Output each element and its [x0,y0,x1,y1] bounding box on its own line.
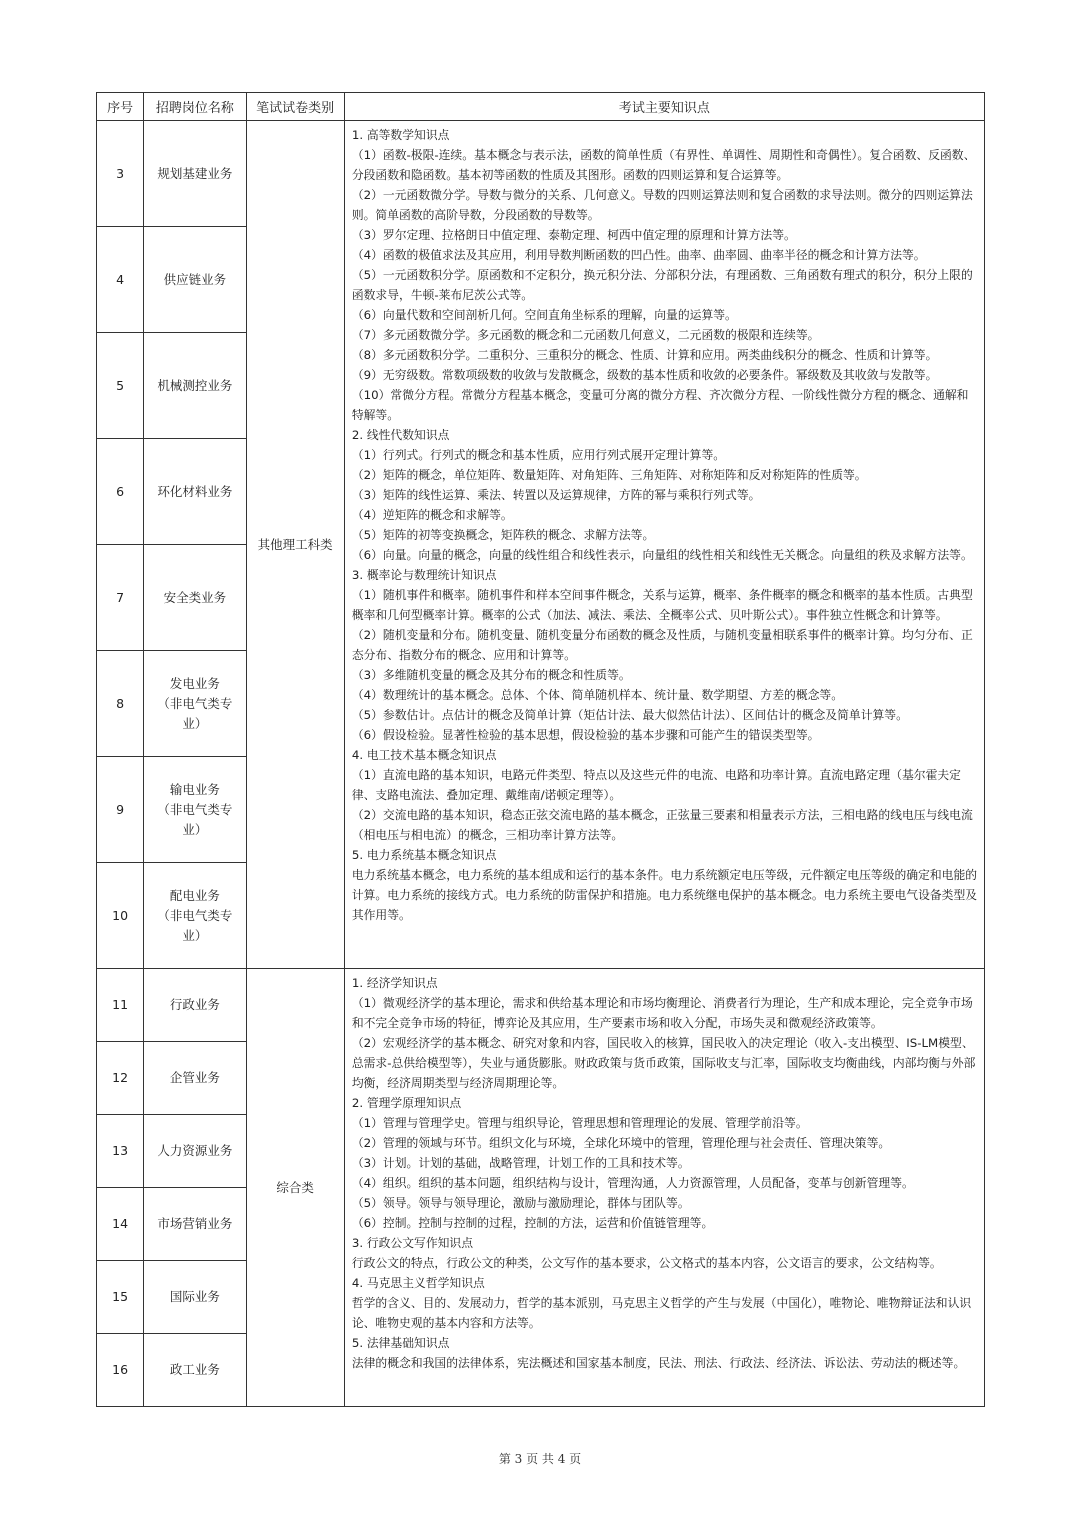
knowledge-line: （5）矩阵的初等变换概念，矩阵秩的概念、求解方法等。 [351,528,655,542]
seq-cell: 10 [97,863,144,969]
knowledge-line: （8）多元函数积分学。二重积分、三重积分的概念、性质、计算和应用。两类曲线积分的概念、性质和计算等。 [351,348,938,362]
position-cell: 规划基建业务 [144,121,246,227]
position-cell: 输电业务 （非电气类专 业） [144,757,246,863]
table-header-row [97,93,985,121]
position-cell: 国际业务 [144,1261,246,1334]
knowledge-line: 电力系统基本概念，电力系统的基本组成和运行的基本条件。电力系统额定电压等级，元件额定电压等级的确定和电能的计算。电力系统的接线方式。电力系统的防雷保护和措施。电力系统继电保护的基本概念。电力系统主要电气设备类型及其作用等。 [351,868,978,922]
position-cell: 安全类业务 [144,545,246,651]
knowledge-line: （2）宏观经济学的基本概念、研究对象和内容，国民收入的核算，国民收入的决定理论（收入-支出模型、IS-LM模型、总需求-总供给模型等），失业与通货膨胀。财政政策与货币政策，国际收支与汇率，国际收支均衡曲线，内部均衡与外部均衡，经济周期类型与经济周期理论等。 [351,1036,976,1090]
knowledge-cell [344,121,984,969]
header-exam-type: 笔试试卷类别 [246,93,344,121]
knowledge-line: （1）管理与管理学史。管理与组织导论，管理思想和管理理论的发展、管理学前沿等。 [351,1116,808,1130]
knowledge-table [96,92,985,1407]
knowledge-line: （1）行列式。行列式的概念和基本性质，应用行列式展开定理计算等。 [351,448,726,462]
knowledge-line: （2）随机变量和分布。随机变量、随机变量分布函数的概念及性质，与随机变量相联系事件的概率计算。均匀分布、正态分布、指数分布的概念、应用和计算等。 [351,628,973,662]
knowledge-line: （1）直流电路的基本知识，电路元件类型、特点以及这些元件的电流、电路和功率计算。直流电路定理（基尔霍夫定律、支路电流法、叠加定理、戴维南/诺顿定理等）。 [351,768,961,802]
seq-cell: 4 [97,227,144,333]
knowledge-line: （5）领导。领导与领导理论，激励与激励理论，群体与团队等。 [351,1196,690,1210]
knowledge-line: 5. 法律基础知识点 [351,1336,450,1350]
table-row [97,969,985,1042]
knowledge-line: 4. 马克思主义哲学知识点 [351,1276,485,1290]
knowledge-line: （9）无穷级数。常数项级数的收敛与发散概念，级数的基本性质和收敛的必要条件。幂级数及其收敛与发散等。 [351,368,938,382]
knowledge-line: （4）逆矩阵的概念和求解等。 [351,508,513,522]
position-cell: 环化材料业务 [144,439,246,545]
seq-cell: 14 [97,1188,144,1261]
knowledge-cell [344,969,984,1407]
knowledge-line: （5）参数估计。点估计的概念及简单计算（矩估计法、最大似然估计法）、区间估计的概念及简单计算等。 [351,708,908,722]
knowledge-line: （2）交流电路的基本知识，稳态正弦交流电路的基本概念，正弦量三要素和相量表示方法，三相电路的线电压与线电流（相电压与相电流）的概念，三相功率计算方法等。 [351,808,973,842]
knowledge-line: （6）控制。控制与控制的过程，控制的方法，运营和价值链管理等。 [351,1216,714,1230]
position-cell: 政工业务 [144,1334,246,1407]
header-seq: 序号 [97,93,144,121]
seq-cell: 5 [97,333,144,439]
knowledge-line: 3. 行政公文写作知识点 [351,1236,474,1250]
knowledge-line: （1）函数-极限-连续。基本概念与表示法，函数的简单性质（有界性、单调性、周期性和奇偶性）。复合函数、反函数、分段函数和隐函数。基本初等函数的性质及其图形。函数的四则运算和复合运算等。 [351,148,976,182]
position-cell: 供应链业务 [144,227,246,333]
header-knowledge: 考试主要知识点 [344,93,984,121]
position-cell: 人力资源业务 [144,1115,246,1188]
knowledge-line: 3. 概率论与数理统计知识点 [351,568,497,582]
knowledge-line: （2）管理的领域与环节。组织文化与环境，全球化环境中的管理，管理伦理与社会责任、管理决策等。 [351,1136,891,1150]
seq-cell: 7 [97,545,144,651]
knowledge-line: 行政公文的特点，行政公文的种类，公文写作的基本要求，公文格式的基本内容，公文语言的要求，公文结构等。 [351,1256,942,1270]
knowledge-line: 1. 经济学知识点 [351,976,438,990]
exam-type-cell: 其他理工科类 [246,121,344,969]
knowledge-line: （5）一元函数积分学。原函数和不定积分，换元积分法、分部积分法，有理函数、三角函数有理式的积分，积分上限的函数求导，牛顿-莱布尼茨公式等。 [351,268,973,302]
knowledge-line: （3）多维随机变量的概念及其分布的概念和性质等。 [351,668,631,682]
knowledge-line: （3）罗尔定理、拉格朗日中值定理、泰勒定理、柯西中值定理的原理和计算方法等。 [351,228,796,242]
knowledge-line: 2. 管理学原理知识点 [351,1096,462,1110]
seq-cell: 12 [97,1042,144,1115]
seq-cell: 8 [97,651,144,757]
knowledge-line: （1）随机事件和概率。随机事件和样本空间事件概念，关系与运算，概率、条件概率的概念和概率的基本性质。古典型概率和几何型概率计算。概率的公式（加法、减法、乘法、全概率公式、贝叶斯公式）。事件独立性概念和计算等。 [351,588,973,622]
seq-cell: 3 [97,121,144,227]
header-position: 招聘岗位名称 [144,93,246,121]
knowledge-line: （4）组织。组织的基本问题，组织结构与设计，管理沟通，人力资源管理，人员配备，变革与创新管理等。 [351,1176,914,1190]
position-cell: 机械测控业务 [144,333,246,439]
position-cell: 企管业务 [144,1042,246,1115]
seq-cell: 6 [97,439,144,545]
position-cell: 行政业务 [144,969,246,1042]
knowledge-line: （7）多元函数微分学。多元函数的概念和二元函数几何意义，二元函数的极限和连续等。 [351,328,820,342]
seq-cell: 13 [97,1115,144,1188]
seq-cell: 11 [97,969,144,1042]
knowledge-line: 哲学的含义、目的、发展动力，哲学的基本派别，马克思主义哲学的产生与发展（中国化），唯物论、唯物辩证法和认识论、唯物史观的基本内容和方法等。 [351,1296,972,1330]
knowledge-line: （4）数理统计的基本概念。总体、个体、简单随机样本、统计量、数学期望、方差的概念等。 [351,688,844,702]
table-row [97,121,985,227]
position-cell: 发电业务 （非电气类专 业） [144,651,246,757]
position-cell: 配电业务 （非电气类专 业） [144,863,246,969]
knowledge-line: （3）矩阵的线性运算、乘法、转置以及运算规律，方阵的幂与乘积行列式等。 [351,488,761,502]
knowledge-line: （6）假设检验。显著性检验的基本思想，假设检验的基本步骤和可能产生的错误类型等。 [351,728,820,742]
knowledge-line: （10）常微分方程。常微分方程基本概念，变量可分离的微分方程、齐次微分方程、一阶线性微分方程的概念、通解和特解等。 [351,388,969,422]
knowledge-line: （2）矩阵的概念，单位矩阵、数量矩阵、对角矩阵、三角矩阵、对称矩阵和反对称矩阵的性质等。 [351,468,867,482]
knowledge-line: （2）一元函数微分学。导数与微分的关系、几何意义。导数的四则运算法则和复合函数的求导法则。微分的四则运算法则。简单函数的高阶导数，分段函数的导数等。 [351,188,973,222]
knowledge-line: （1）微观经济学的基本理论，需求和供给基本理论和市场均衡理论、消费者行为理论，生产和成本理论，完全竞争市场和不完全竞争市场的特征，博弈论及其应用，生产要素市场和收入分配，市场失灵和微观经济政策等。 [351,996,973,1030]
knowledge-line: 4. 电工技术基本概念知识点 [351,748,497,762]
page-number: 第 3 页 共 4 页 [498,1452,582,1466]
knowledge-line: （3）计划。计划的基础，战略管理，计划工作的工具和技术等。 [351,1156,690,1170]
knowledge-line: 5. 电力系统基本概念知识点 [351,848,497,862]
seq-cell: 16 [97,1334,144,1407]
exam-type-cell: 综合类 [246,969,344,1407]
seq-cell: 15 [97,1261,144,1334]
knowledge-line: （6）向量代数和空间剖析几何。空间直角坐标系的理解，向量的运算等。 [351,308,737,322]
knowledge-line: （4）函数的极值求法及其应用，利用导数判断函数的凹凸性。曲率、曲率圆、曲率半径的概念和计算方法等。 [351,248,926,262]
knowledge-line: 1. 高等数学知识点 [351,128,450,142]
seq-cell: 9 [97,757,144,863]
position-cell: 市场营销业务 [144,1188,246,1261]
knowledge-line: （6）向量。向量的概念，向量的线性组合和线性表示，向量组的线性相关和线性无关概念。向量组的秩及求解方法等。 [351,548,973,562]
knowledge-line: 2. 线性代数知识点 [351,428,450,442]
knowledge-line: 法律的概念和我国的法律体系，宪法概述和国家基本制度，民法、刑法、行政法、经济法、诉讼法、劳动法的概述等。 [351,1356,966,1370]
